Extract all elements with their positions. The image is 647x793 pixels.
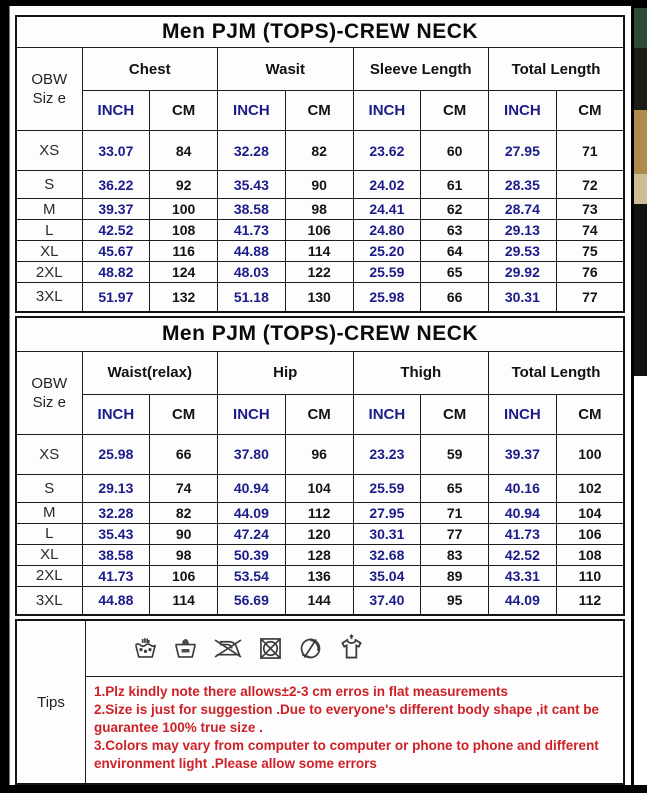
value-cm: 120 <box>285 523 353 544</box>
size-column-header: OBW Siz e <box>16 351 82 434</box>
value-inch: 32.68 <box>353 544 421 565</box>
unit-header-cm: CM <box>285 394 353 434</box>
group-header: Waist(relax) <box>82 351 218 394</box>
value-inch: 35.43 <box>82 523 150 544</box>
value-cm: 102 <box>556 474 624 502</box>
value-inch: 41.73 <box>489 523 557 544</box>
value-cm: 108 <box>150 220 218 241</box>
value-cm: 75 <box>556 241 624 262</box>
value-inch: 38.58 <box>82 544 150 565</box>
value-inch: 41.73 <box>82 565 150 586</box>
photo-strip-segment <box>634 110 647 174</box>
size-chart-sheet <box>9 6 631 785</box>
group-header: Sleeve Length <box>353 48 489 91</box>
value-inch: 44.09 <box>218 502 286 523</box>
value-cm: 96 <box>285 434 353 474</box>
value-cm: 66 <box>421 283 489 312</box>
value-cm: 76 <box>556 262 624 283</box>
unit-header-inch: INCH <box>353 394 421 434</box>
group-header: Wasit <box>218 48 354 91</box>
value-cm: 116 <box>150 241 218 262</box>
size-cell: 2XL <box>16 565 82 586</box>
value-inch: 48.03 <box>218 262 286 283</box>
value-inch: 30.31 <box>353 523 421 544</box>
table-row <box>16 171 624 199</box>
value-inch: 29.53 <box>489 241 557 262</box>
value-cm: 132 <box>150 283 218 312</box>
size-table-tops <box>15 15 625 313</box>
value-inch: 30.31 <box>489 283 557 312</box>
value-inch: 40.16 <box>489 474 557 502</box>
value-inch: 28.74 <box>489 199 557 220</box>
value-cm: 73 <box>556 199 624 220</box>
value-cm: 108 <box>556 544 624 565</box>
value-inch: 41.73 <box>218 220 286 241</box>
value-inch: 42.52 <box>82 220 150 241</box>
value-inch: 51.18 <box>218 283 286 312</box>
value-inch: 29.13 <box>82 474 150 502</box>
value-inch: 35.43 <box>218 171 286 199</box>
value-cm: 98 <box>150 544 218 565</box>
unit-header-inch: INCH <box>218 394 286 434</box>
value-inch: 25.59 <box>353 474 421 502</box>
size-cell: L <box>16 523 82 544</box>
value-cm: 104 <box>285 474 353 502</box>
value-cm: 110 <box>556 565 624 586</box>
value-cm: 60 <box>421 131 489 171</box>
value-inch: 36.22 <box>82 171 150 199</box>
tip-line-1: 1.Plz kindly note there allows±2-3 cm erros in flat measurements <box>94 684 509 699</box>
photo-strip-segment <box>634 8 647 48</box>
value-inch: 38.58 <box>218 199 286 220</box>
value-cm: 112 <box>285 502 353 523</box>
photo-strip-segment <box>634 204 647 376</box>
tip-line-3: 3.Colors may vary from computer to computer or phone to phone and different environment light .Please allow some errors <box>94 738 599 771</box>
value-cm: 77 <box>421 523 489 544</box>
value-cm: 64 <box>421 241 489 262</box>
value-cm: 112 <box>556 586 624 615</box>
value-inch: 33.07 <box>82 131 150 171</box>
value-cm: 136 <box>285 565 353 586</box>
value-inch: 24.80 <box>353 220 421 241</box>
value-inch: 45.67 <box>82 241 150 262</box>
size-cell: S <box>16 171 82 199</box>
value-inch: 25.20 <box>353 241 421 262</box>
value-cm: 72 <box>556 171 624 199</box>
size-cell: XL <box>16 241 82 262</box>
unit-header-inch: INCH <box>218 91 286 131</box>
value-cm: 62 <box>421 199 489 220</box>
unit-header-cm: CM <box>150 394 218 434</box>
value-cm: 71 <box>421 502 489 523</box>
value-cm: 59 <box>421 434 489 474</box>
value-cm: 100 <box>556 434 624 474</box>
value-inch: 43.31 <box>489 565 557 586</box>
size-cell: M <box>16 199 82 220</box>
tip-line-2: 2.Size is just for suggestion .Due to everyone's different body shape ,it cant be guarantee 100% true size . <box>94 702 600 735</box>
unit-header-cm: CM <box>556 91 624 131</box>
size-cell: 3XL <box>16 283 82 312</box>
value-inch: 29.13 <box>489 220 557 241</box>
unit-header-inch: INCH <box>82 91 150 131</box>
unit-header-inch: INCH <box>82 394 150 434</box>
unit-header-cm: CM <box>285 91 353 131</box>
table-row <box>16 523 624 544</box>
table-row <box>16 220 624 241</box>
value-cm: 124 <box>150 262 218 283</box>
table-row <box>16 502 624 523</box>
value-cm: 114 <box>285 241 353 262</box>
value-inch: 25.98 <box>353 283 421 312</box>
table-row <box>16 474 624 502</box>
value-inch: 48.82 <box>82 262 150 283</box>
value-cm: 82 <box>150 502 218 523</box>
group-header: Total Length <box>489 48 625 91</box>
value-cm: 104 <box>556 502 624 523</box>
size-cell: XL <box>16 544 82 565</box>
garment-shirt-icon <box>337 634 366 663</box>
tips-text-cell <box>86 677 625 785</box>
photo-strip-segment <box>634 174 647 204</box>
table-row <box>16 434 624 474</box>
value-cm: 144 <box>285 586 353 615</box>
value-inch: 39.37 <box>489 434 557 474</box>
unit-header-cm: CM <box>421 91 489 131</box>
table-row <box>16 544 624 565</box>
product-photo-strip <box>634 8 647 785</box>
value-inch: 53.54 <box>218 565 286 586</box>
value-inch: 51.97 <box>82 283 150 312</box>
value-inch: 23.62 <box>353 131 421 171</box>
value-inch: 25.98 <box>82 434 150 474</box>
value-inch: 28.35 <box>489 171 557 199</box>
table-row <box>16 586 624 615</box>
care-icons-cell <box>86 620 625 677</box>
value-inch: 40.94 <box>489 502 557 523</box>
value-inch: 44.09 <box>489 586 557 615</box>
value-cm: 106 <box>556 523 624 544</box>
value-cm: 128 <box>285 544 353 565</box>
hand-wash-icon <box>132 635 159 662</box>
value-inch: 56.69 <box>218 586 286 615</box>
value-inch: 23.23 <box>353 434 421 474</box>
value-cm: 90 <box>285 171 353 199</box>
value-cm: 98 <box>285 199 353 220</box>
table-row <box>16 199 624 220</box>
group-header: Total Length <box>489 351 625 394</box>
table-row <box>16 241 624 262</box>
do-not-dry-clean-icon <box>297 635 324 662</box>
unit-header-cm: CM <box>556 394 624 434</box>
value-inch: 29.92 <box>489 262 557 283</box>
size-column-header: OBW Siz e <box>16 48 82 131</box>
value-inch: 50.39 <box>218 544 286 565</box>
value-cm: 74 <box>556 220 624 241</box>
table-row <box>16 262 624 283</box>
size-cell: XS <box>16 434 82 474</box>
value-inch: 40.94 <box>218 474 286 502</box>
unit-header-inch: INCH <box>489 394 557 434</box>
group-header: Chest <box>82 48 218 91</box>
tips-section <box>15 619 625 785</box>
size-table-bottoms <box>15 316 625 617</box>
value-cm: 61 <box>421 171 489 199</box>
size-cell: 2XL <box>16 262 82 283</box>
value-cm: 66 <box>150 434 218 474</box>
value-inch: 39.37 <box>82 199 150 220</box>
value-inch: 37.40 <box>353 586 421 615</box>
value-inch: 25.59 <box>353 262 421 283</box>
size-cell: 3XL <box>16 586 82 615</box>
table-title: Men PJM (TOPS)-CREW NECK <box>16 16 624 48</box>
do-not-tumble-dry-icon <box>257 635 284 662</box>
value-cm: 95 <box>421 586 489 615</box>
unit-header-inch: INCH <box>353 91 421 131</box>
value-cm: 114 <box>150 586 218 615</box>
value-inch: 27.95 <box>489 131 557 171</box>
value-cm: 90 <box>150 523 218 544</box>
photo-strip-segment <box>634 48 647 110</box>
value-cm: 63 <box>421 220 489 241</box>
value-cm: 77 <box>556 283 624 312</box>
table-row <box>16 565 624 586</box>
unit-header-cm: CM <box>150 91 218 131</box>
unit-header-cm: CM <box>421 394 489 434</box>
value-cm: 65 <box>421 474 489 502</box>
value-cm: 83 <box>421 544 489 565</box>
value-cm: 74 <box>150 474 218 502</box>
value-cm: 100 <box>150 199 218 220</box>
value-inch: 27.95 <box>353 502 421 523</box>
value-cm: 65 <box>421 262 489 283</box>
value-inch: 35.04 <box>353 565 421 586</box>
do-not-iron-icon <box>212 635 244 662</box>
value-cm: 84 <box>150 131 218 171</box>
photo-strip-segment <box>634 376 647 785</box>
value-cm: 89 <box>421 565 489 586</box>
value-cm: 92 <box>150 171 218 199</box>
value-inch: 44.88 <box>218 241 286 262</box>
care-icons-row <box>132 634 622 663</box>
value-cm: 106 <box>285 220 353 241</box>
value-cm: 130 <box>285 283 353 312</box>
value-inch: 37.80 <box>218 434 286 474</box>
value-inch: 44.88 <box>82 586 150 615</box>
value-cm: 106 <box>150 565 218 586</box>
table-row <box>16 283 624 312</box>
group-header: Hip <box>218 351 354 394</box>
value-inch: 24.41 <box>353 199 421 220</box>
group-header: Thigh <box>353 351 489 394</box>
wash-by-hand-icon <box>172 635 199 662</box>
tips-label: Tips <box>16 620 86 784</box>
value-cm: 82 <box>285 131 353 171</box>
size-cell: M <box>16 502 82 523</box>
size-cell: S <box>16 474 82 502</box>
value-cm: 122 <box>285 262 353 283</box>
value-inch: 32.28 <box>82 502 150 523</box>
unit-header-inch: INCH <box>489 91 557 131</box>
table-row <box>16 131 624 171</box>
value-inch: 42.52 <box>489 544 557 565</box>
value-inch: 47.24 <box>218 523 286 544</box>
table-title: Men PJM (TOPS)-CREW NECK <box>16 317 624 352</box>
size-cell: L <box>16 220 82 241</box>
value-inch: 24.02 <box>353 171 421 199</box>
value-cm: 71 <box>556 131 624 171</box>
value-inch: 32.28 <box>218 131 286 171</box>
size-cell: XS <box>16 131 82 171</box>
